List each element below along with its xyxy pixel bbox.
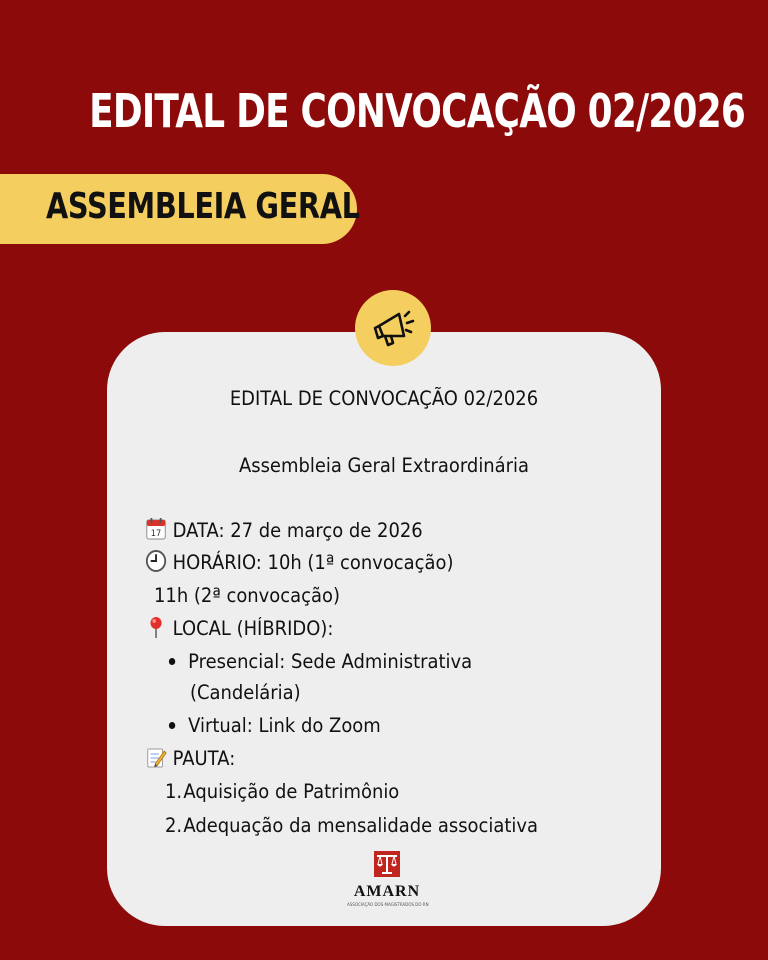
assembly-banner: [0, 174, 360, 244]
location-item-text: Presencial: Sede Administrativa: [188, 650, 473, 673]
card-subheading: Assembleia Geral Extraordinária: [238, 454, 530, 477]
bullet-dot: [169, 658, 175, 665]
agenda-item-text: Adequação da mensalidade associativa: [183, 814, 538, 837]
megaphone-icon: [369, 304, 417, 352]
agenda-row: [145, 746, 235, 770]
time-text-2: 11h (2ª convocação): [154, 584, 340, 607]
agenda-item-number: 1.: [165, 780, 183, 803]
logo-name: AMARN: [353, 883, 421, 900]
location-text: LOCAL (HÍBRIDO):: [172, 616, 334, 640]
svg-text:17: 17: [150, 528, 162, 540]
location-item-text: Virtual: Link do Zoom: [188, 714, 381, 737]
clock-icon: [145, 549, 167, 573]
announcement-card: [107, 332, 661, 926]
main-title: EDITAL DE CONVOCAÇÃO 02/2026: [89, 84, 746, 138]
date-text: DATA: 27 de março de 2026: [172, 518, 423, 542]
location-item-presencial: [167, 650, 472, 673]
agenda-item-text: Aquisição de Patrimônio: [183, 780, 400, 803]
location-item-virtual: [167, 714, 381, 737]
location-item-text: (Candelária): [190, 681, 301, 704]
agenda-item-1: [165, 780, 399, 803]
calendar-icon: [145, 517, 167, 541]
card-heading: EDITAL DE CONVOCAÇÃO 02/2026: [229, 387, 539, 410]
agenda-item-2: [165, 814, 538, 837]
time-row: [145, 550, 454, 574]
location-item-presencial-cont: [190, 681, 301, 704]
memo-icon: [145, 745, 167, 769]
megaphone-badge: [355, 290, 431, 366]
scales-emblem-icon: [373, 850, 401, 878]
amarn-logo: [347, 850, 427, 907]
time-row-2: [154, 584, 340, 607]
location-row: [145, 616, 333, 640]
date-row: [145, 518, 423, 542]
bullet-dot: [169, 722, 175, 729]
agenda-item-number: 2.: [165, 814, 183, 837]
time-text: HORÁRIO: 10h (1ª convocação): [172, 550, 454, 574]
agenda-text: PAUTA:: [172, 746, 236, 770]
pin-icon: [145, 615, 167, 639]
logo-tagline: ASSOCIAÇÃO DOS MAGISTRADOS DO RN: [347, 902, 429, 907]
assembly-banner-label: ASSEMBLEIA GERAL: [46, 186, 360, 227]
